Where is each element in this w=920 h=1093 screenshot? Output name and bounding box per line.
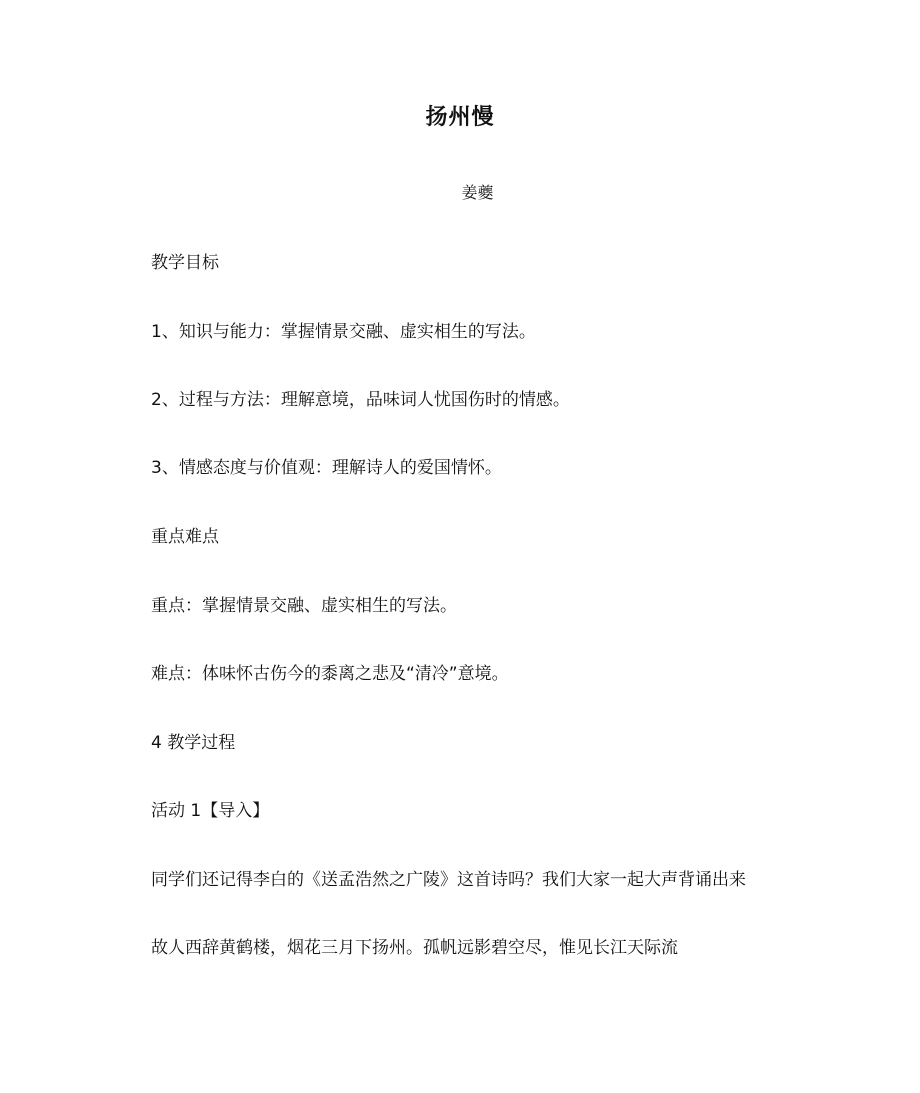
objective-item: 1、知识与能力：掌握情景交融、虚实相生的写法。: [151, 322, 536, 342]
key-point-item: 重点：掌握情景交融、虚实相生的写法。: [151, 596, 457, 616]
section-heading-key-points: 重点难点: [151, 527, 219, 547]
difficulty-item: 难点：体味怀古伤今的黍离之悲及“清冷”意境。: [151, 664, 509, 684]
activity-heading: 活动 1【导入】: [151, 801, 270, 821]
poem-text: 故人西辞黄鹤楼，烟花三月下扬州。孤帆远影碧空尽，惟见长江天际流: [151, 938, 678, 958]
section-heading-process: 4 教学过程: [151, 733, 236, 753]
section-heading-objectives: 教学目标: [151, 253, 219, 273]
document-title: 扬州慢: [425, 105, 495, 130]
objective-item: 3、情感态度与价值观：理解诗人的爱国情怀。: [151, 458, 502, 478]
objective-item: 2、过程与方法：理解意境，品味词人忧国伤时的情感。: [151, 390, 570, 410]
document-author: 姜夔: [461, 183, 494, 202]
paragraph-text: 同学们还记得李白的《送孟浩然之广陵》这首诗吗？我们大家一起大声背诵出来: [151, 870, 746, 890]
